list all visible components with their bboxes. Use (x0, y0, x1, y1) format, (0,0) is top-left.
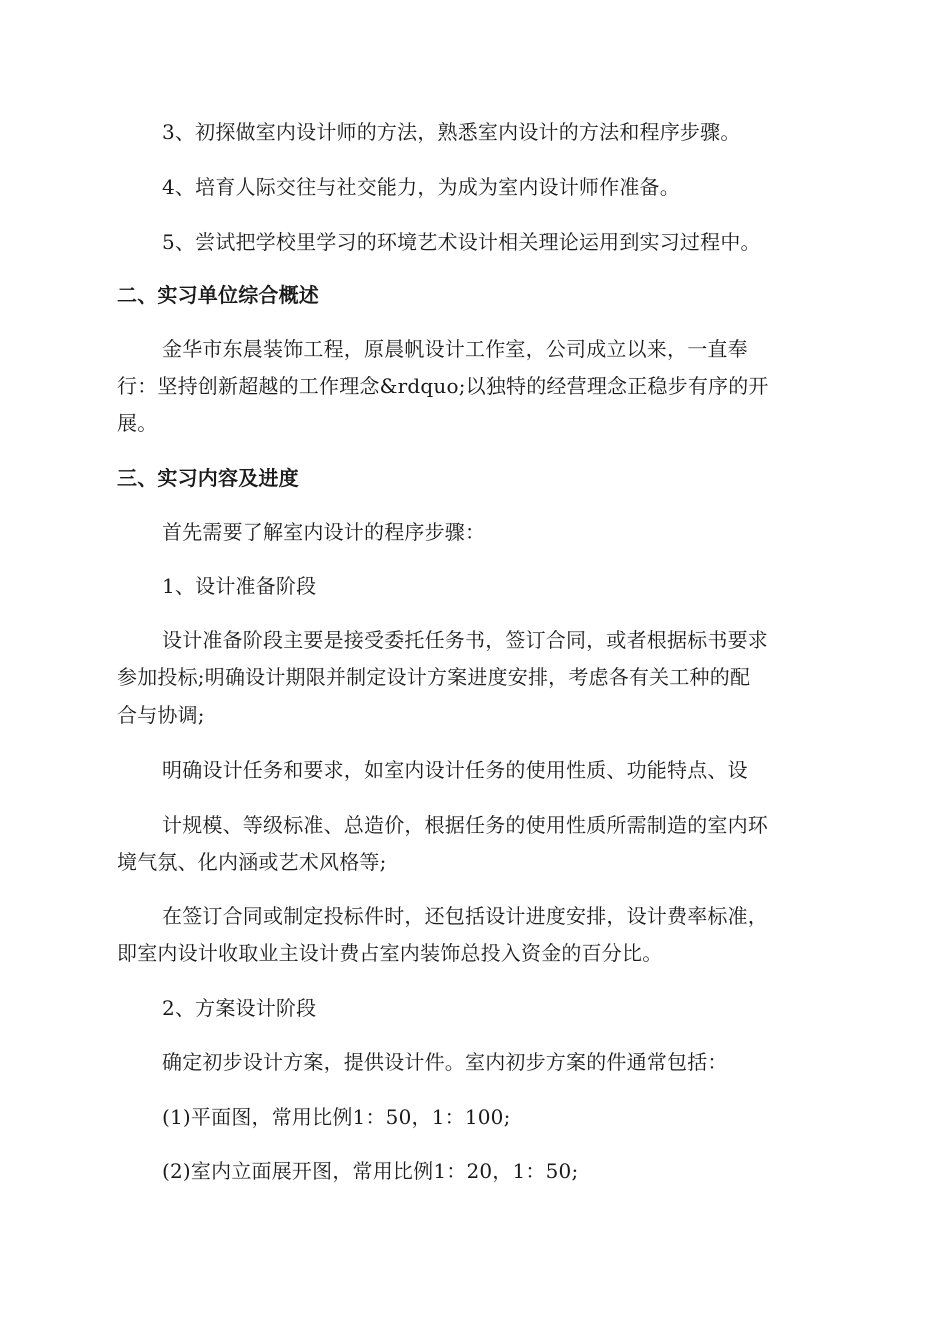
subheading-1: 1、设计准备阶段 (162, 574, 317, 598)
paragraph-line: 境气氛、化内涵或艺术风格等; (117, 850, 387, 874)
paragraph-line: 明确设计任务和要求，如室内设计任务的使用性质、功能特点、设 (162, 758, 748, 782)
list-item-3: 3、初探做室内设计师的方法，熟悉室内设计的方法和程序步骤。 (162, 120, 741, 144)
section-heading-3: 三、实习内容及进度 (117, 466, 299, 490)
list-item-5: 5、尝试把学校里学习的环境艺术设计相关理论运用到实习过程中。 (162, 230, 761, 254)
section-heading-2: 二、实习单位综合概述 (117, 283, 319, 307)
paragraph-line: 展。 (117, 411, 158, 435)
paragraph-line: 首先需要了解室内设计的程序步骤： (162, 520, 486, 544)
paragraph-line: 金华市东晨装饰工程，原晨帆设计工作室，公司成立以来，一直奉 (162, 337, 748, 361)
paragraph-line: 在签订合同或制定投标件时，还包括设计进度安排，设计费率标准， (162, 904, 768, 928)
subheading-2: 2、方案设计阶段 (162, 996, 317, 1020)
list-item: (1)平面图，常用比例1：50，1：100; (162, 1105, 511, 1129)
paragraph-line: 计规模、等级标准、总造价，根据任务的使用性质所需制造的室内环 (162, 813, 768, 837)
list-item-4: 4、培育人际交往与社交能力，为成为室内设计师作准备。 (162, 175, 680, 199)
paragraph-line: 即室内设计收取业主设计费占室内装饰总投入资金的百分比。 (117, 941, 663, 965)
paragraph-line: 行：坚持创新超越的工作理念&rdquo;以独特的经营理念正稳步有序的开 (117, 374, 769, 398)
paragraph-line: 设计准备阶段主要是接受委托任务书，签订合同，或者根据标书要求 (162, 628, 768, 652)
list-item: (2)室内立面展开图，常用比例1：20，1：50; (162, 1159, 579, 1183)
paragraph-line: 合与协调; (117, 703, 205, 727)
paragraph-line: 确定初步设计方案，提供设计件。室内初步方案的件通常包括： (162, 1050, 728, 1074)
paragraph-line: 参加投标;明确设计期限并制定设计方案进度安排，考虑各有关工种的配 (117, 665, 751, 689)
